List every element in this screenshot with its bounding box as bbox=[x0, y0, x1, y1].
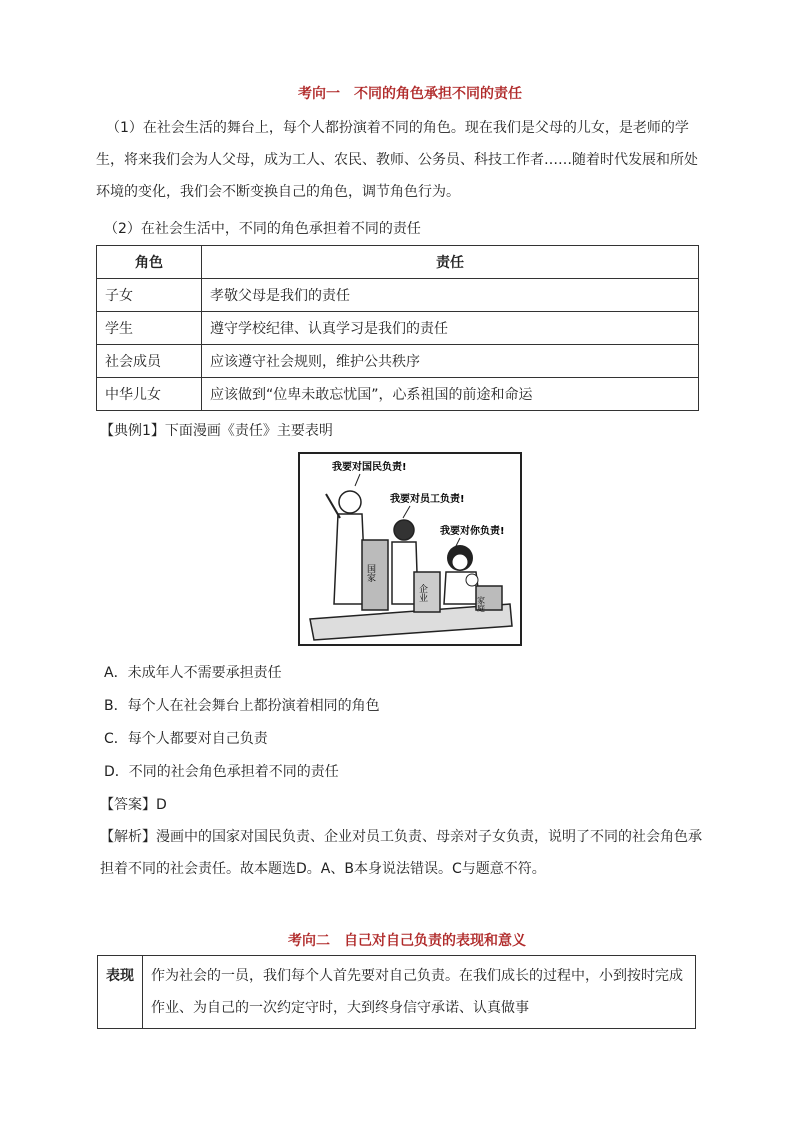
cartoon-drawing bbox=[300, 454, 520, 644]
option-a: A．未成年人不需要承担责任 bbox=[104, 665, 282, 681]
person-body bbox=[334, 514, 366, 604]
section1-title: 考向一 不同的角色承担不同的责任 bbox=[298, 86, 522, 102]
table-row bbox=[97, 312, 699, 345]
table-header: 责任 bbox=[202, 246, 699, 279]
section2-title: 考向二 自己对自己负责的表现和意义 bbox=[288, 933, 526, 949]
table-cell-label: 表现 bbox=[98, 956, 143, 1029]
table-cell: 中华儿女 bbox=[97, 378, 202, 411]
person-head bbox=[394, 520, 414, 540]
table-header-row bbox=[97, 246, 699, 279]
bubble-nation: 我要对国民负责! bbox=[332, 462, 407, 473]
label-company: 企业 bbox=[417, 584, 427, 602]
table-row bbox=[97, 279, 699, 312]
responsibility-cartoon bbox=[298, 452, 522, 646]
person-head bbox=[339, 491, 361, 513]
example-prompt: 【典例1】下面漫画《责任》主要表明 bbox=[100, 423, 333, 439]
table-header: 角色 bbox=[97, 246, 202, 279]
label-nation: 国家 bbox=[365, 564, 375, 582]
section1-paragraph2: （2）在社会生活中，不同的角色承担着不同的责任 bbox=[104, 221, 421, 237]
section1-paragraph1: （1）在社会生活的舞台上，每个人都扮演着不同的角色。现在我们是父母的儿女，是老师的学生，将来我们会为人父母，成为工人、农民、教师、公务员、科技工作者……随着时代发展和所处环境的变化，我们会不断变换自己的角色，调节角色行为。 bbox=[96, 120, 698, 200]
table-cell: 学生 bbox=[97, 312, 202, 345]
option-d: D．不同的社会角色承担着不同的责任 bbox=[104, 764, 339, 780]
section2-table bbox=[97, 955, 696, 1029]
table-cell: 子女 bbox=[97, 279, 202, 312]
table-cell: 应该遵守社会规则，维护公共秩序 bbox=[202, 345, 699, 378]
option-c: C．每个人都要对自己负责 bbox=[104, 731, 268, 747]
table-cell: 孝敬父母是我们的责任 bbox=[202, 279, 699, 312]
table-row bbox=[97, 345, 699, 378]
table-cell-content: 作为社会的一员，我们每个人首先要对自己负责。在我们成长的过程中，小到按时完成作业、为自己的一次约定守时，大到终身信守承诺、认真做事 bbox=[143, 956, 696, 1029]
table-cell: 社会成员 bbox=[97, 345, 202, 378]
table-row bbox=[97, 378, 699, 411]
analysis-text: 【解析】漫画中的国家对国民负责、企业对员工负责、母亲对子女负责，说明了不同的社会角色承担着不同的社会责任。故本题选D。A、B本身说法错误。C与题意不符。 bbox=[100, 829, 702, 877]
answer-label: 【答案】D bbox=[100, 797, 167, 813]
bubble-company: 我要对员工负责! bbox=[390, 494, 465, 505]
table-row bbox=[98, 956, 696, 1029]
table-cell: 应该做到“位卑未敢忘忧国”，心系祖国的前途和命运 bbox=[202, 378, 699, 411]
person-head bbox=[452, 554, 468, 570]
bubble-family: 我要对你负责! bbox=[440, 526, 505, 537]
label-family: 家庭 bbox=[476, 596, 486, 612]
table-cell: 遵守学校纪律、认真学习是我们的责任 bbox=[202, 312, 699, 345]
option-b: B．每个人在社会舞台上都扮演着相同的角色 bbox=[104, 698, 380, 714]
baby-head bbox=[466, 574, 478, 586]
roles-table bbox=[96, 245, 699, 411]
